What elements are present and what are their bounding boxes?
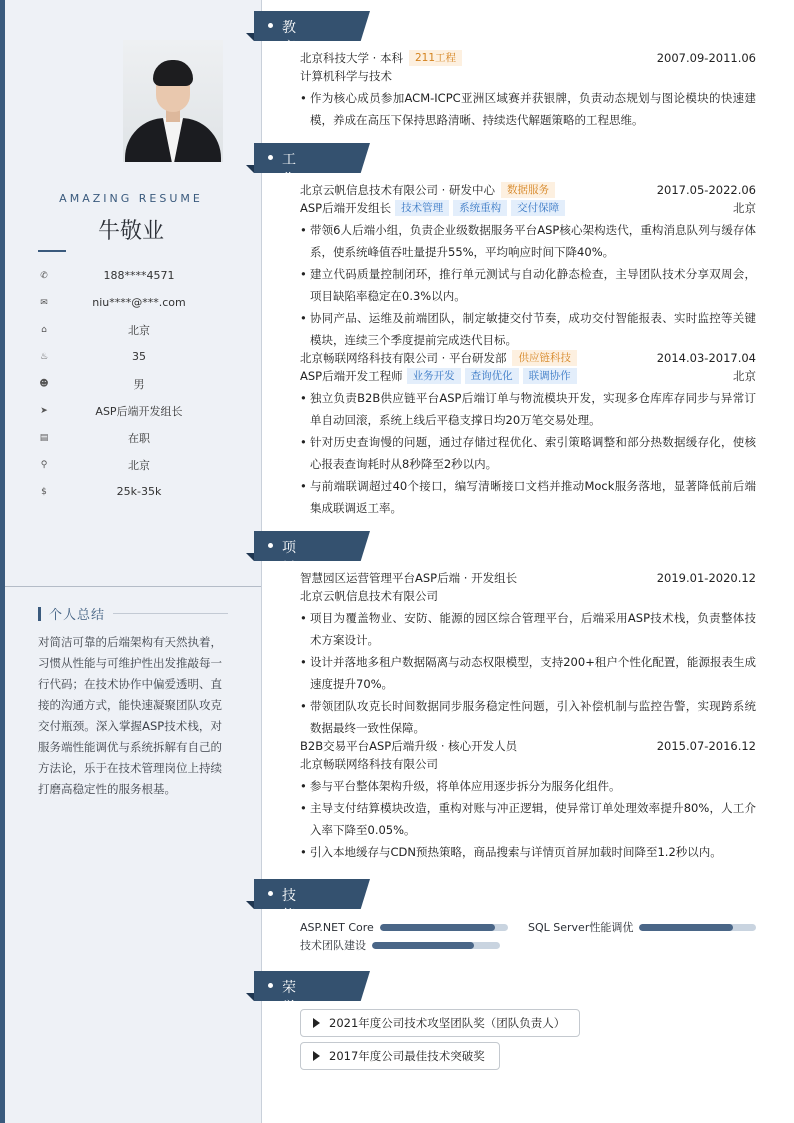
- project-date: 2019.01-2020.12: [656, 571, 756, 585]
- education-entry: [300, 49, 756, 131]
- work-date: 2017.05-2022.06: [656, 183, 756, 197]
- sidebar-edge: [0, 0, 5, 1123]
- skill-tag: 业务开发: [407, 368, 461, 384]
- profile-photo: [123, 40, 223, 162]
- work-city: 北京: [733, 201, 756, 215]
- info-row-position: ➤ ASP后端开发组长: [38, 397, 238, 424]
- contact-info: [38, 262, 238, 505]
- education-date: 2007.09-2011.06: [656, 51, 756, 65]
- job-title: ASP后端开发工程师: [300, 369, 403, 383]
- skill-tag: 系统重构: [453, 200, 507, 216]
- skill-tag: 联调协作: [523, 368, 577, 384]
- school-tag: 211工程: [409, 50, 462, 66]
- skill-tag: 查询优化: [465, 368, 519, 384]
- briefcase-icon: ▤: [39, 432, 49, 443]
- list-item: • 作为核心成员参加ACM-ICPC亚洲区域赛并获银牌，负责动态规划与图论模块的快速建模，养成在高压下保持思路清晰、持续迭代解题策略的工程思维。: [300, 87, 756, 131]
- list-item: • 主导支付结算模块改造，重构对账与冲正逻辑，使异常订单处理效率提升80%，人工介入率下降至0.05%。: [300, 797, 756, 841]
- project-date: 2015.07-2016.12: [656, 739, 756, 753]
- list-item: • 引入本地缓存与CDN预热策略，商品搜索与详情页首屏加载时间降至1.2秒以内。: [300, 841, 756, 863]
- list-item: • 独立负责B2B供应链平台ASP后端订单与物流模块开发，实现多仓库库存同步与异常订单自动回滚，系统上线后平稳支撑日均20万笔交易处理。: [300, 387, 756, 431]
- skill-tag: 技术管理: [395, 200, 449, 216]
- home-icon: ⌂: [41, 324, 47, 335]
- skill-bar: [639, 924, 756, 931]
- award-item: 2017年度公司最佳技术突破奖: [300, 1042, 500, 1070]
- project-title: 智慧园区运营管理平台ASP后端 · 开发组长: [300, 571, 518, 585]
- sidebar: [0, 0, 262, 1123]
- project-company: 北京畅联网络科技有限公司: [300, 757, 438, 771]
- skill-item: 技术团队建设: [300, 937, 528, 953]
- skill-item: SQL Server性能调优: [528, 919, 756, 935]
- project-entry: [300, 569, 756, 739]
- info-row-salary: $ 25k-35k: [38, 478, 238, 505]
- candidate-name: 牛敬业: [97, 219, 164, 244]
- work-date: 2014.03-2017.04: [656, 351, 756, 365]
- work-entry: [300, 349, 756, 519]
- name-underline: [38, 250, 66, 252]
- project-title: B2B交易平台ASP后端升级 · 核心开发人员: [300, 739, 518, 753]
- work-entry: [300, 181, 756, 351]
- company-name: 北京畅联网络科技有限公司 · 平台研发部: [300, 351, 507, 365]
- play-icon: [313, 1018, 320, 1028]
- skill-item: ASP.NET Core: [300, 921, 528, 934]
- skill-bar: [372, 942, 500, 949]
- info-row-location: ⚲ 北京: [38, 451, 238, 478]
- info-row-gender: ☻ 男: [39, 377, 145, 391]
- major: 计算机科学与技术: [300, 69, 392, 83]
- info-row-status: ▤ 在职: [39, 431, 150, 445]
- send-icon: ➤: [40, 405, 48, 416]
- info-row-residence: ⌂ 北京: [38, 316, 238, 343]
- project-company: 北京云帆信息技术有限公司: [300, 589, 438, 603]
- money-icon: $: [41, 486, 47, 497]
- main-content: 教育经历 北京科技大学 · 本科 211工程 2007.09-2011.06 计算机科学与技术 • 作为核心成员参加ACM-ICPC亚洲区域赛并获银牌，负责动态规划与图论模块的快速建模，养成在高压下保持思路清晰、持续迭代解题策略的工程思维。 工作经历 北京云帆信息技术有限公司 · 研发中心 数据服务 2017.05-2022.06 ASP后端开发组长 技术管理 系统重构 交付保障 北京 • 带领6人后端小组，负责企业级数据服务平台ASP核心架构迭代，重构消息队列与缓存体系，使系统峰值吞吐量提升55%，平均响应时间下降40%。 • 建立代码质量控制闭环，推行单元测试与自动化静态检查，主导团队技术分享双周会，项目缺陷率稳定在0.3%以内。 • 协同产品、运维及前端团队，制定敏捷交付节奏，成功交付智能报表、实时监控等关键模块，连续三个季度提前完成迭代目标。 北京畅联网络科技有限公司 · 平台研发部 供应链科技 2014.03-2017.04 ASP后端开发工程师 业务开发 查询优化 联调协作 北京 • 独立负责B2B供应链平台ASP后端订单与物流模块开发，实现多仓库库存同步与异常订单自动回滚，系统上线后平稳支撑日均20万笔交易处理。 • 针对历史查询慢的问题，通过存储过程优化、索引策略调整和部分热数据缓存化，使核心报表查询耗时从8秒降至2秒以内。 • 与前端联调超过40个接口，编写清晰接口文档并推动Mock服务落地，显著降低前后端集成联调返工率。 项目经历 智慧园区运营管理平台ASP后端 · 开发组长 2019.01-2020.12 北京云帆信息技术有限公司 • 项目为覆盖物业、安防、能源的园区综合管理平台，后端采用ASP技术栈，负责整体技术方案设计。 • 设计并落地多租户数据隔离与动态权限模型，支持200+租户个性化配置，能源报表生成速度提升70%。 • 带领团队攻克长时间数据同步服务稳定性问题，引入补偿机制与监控告警，实现跨系统数据最终一致性保障。 B2B交易平台ASP后端升级 · 核心开发人员 2015.07-2016.12 北京畅联网络科技有限公司 • 参与平台整体架构升级，将单体应用逐步拆分为服务化组件。 • 主导支付结算模块改造，重构对账与冲正逻辑，使异常订单处理效率提升80%，人工介入率下降至0.05%。 • 引入本地缓存与CDN预热策略，商品搜索与详情页首屏加载时间降至1.2秒以内。 技能专长 ASP.NET Core SQL Server性能调优 技术团队建设 荣誉奖项 2021年度公司技术攻坚团队奖（团队负责人） 2017年度公司最佳技术突破奖: [262, 0, 794, 1123]
- work-city: 北京: [733, 369, 756, 383]
- company-name: 北京云帆信息技术有限公司 · 研发中心: [300, 183, 495, 197]
- skill-bar: [380, 924, 508, 931]
- list-item: • 参与平台整体架构升级，将单体应用逐步拆分为服务化组件。: [300, 775, 756, 797]
- list-item: • 针对历史查询慢的问题，通过存储过程优化、索引策略调整和部分热数据缓存化，使核心报表查询耗时从8秒降至2秒以内。: [300, 431, 756, 475]
- summary-heading: 个人总结: [38, 604, 228, 623]
- cake-icon: ♨: [39, 351, 49, 362]
- person-icon: ☻: [39, 378, 49, 389]
- awards-list: [300, 1009, 580, 1075]
- school-name: 北京科技大学 · 本科: [300, 51, 403, 65]
- phone-icon: ✆: [40, 270, 48, 281]
- summary-text: 对简洁可靠的后端架构有天然执着，习惯从性能与可维护性出发推敲每一行代码；在技术协作中偏爱透明、直接的沟通方式，能快速凝聚团队攻克交付瓶颈。深入掌握ASP技术栈，对服务端性能调优与系统拆解有自己的方法论，乐于在技术管理岗位上持续打磨高稳定性的服务根基。: [38, 635, 222, 796]
- industry-tag: 数据服务: [501, 182, 555, 198]
- info-row-email: ✉ niu****@***.com: [38, 289, 238, 316]
- list-item: • 带领团队攻克长时间数据同步服务稳定性问题，引入补偿机制与监控告警，实现跨系统数据最终一致性保障。: [300, 695, 756, 739]
- play-icon: [313, 1051, 320, 1061]
- skill-tag: 交付保障: [511, 200, 565, 216]
- resume-tagline: AMAZING RESUME: [59, 192, 203, 205]
- industry-tag: 供应链科技: [512, 350, 577, 366]
- project-entry: [300, 737, 756, 863]
- location-icon: ⚲: [40, 459, 48, 470]
- list-item: • 协同产品、运维及前端团队，制定敏捷交付节奏，成功交付智能报表、实时监控等关键模块，连续三个季度提前完成迭代目标。: [300, 307, 756, 351]
- info-row-age: ♨ 35: [39, 350, 146, 363]
- list-item: • 项目为覆盖物业、安防、能源的园区综合管理平台，后端采用ASP技术栈，负责整体技术方案设计。: [300, 607, 756, 651]
- info-row-phone: ✆ 188****4571: [38, 262, 238, 289]
- award-item: 2021年度公司技术攻坚团队奖（团队负责人）: [300, 1009, 580, 1037]
- skills-list: [300, 918, 756, 954]
- mail-icon: ✉: [40, 297, 48, 308]
- list-item: • 与前端联调超过40个接口，编写清晰接口文档并推动Mock服务落地，显著降低前后端集成联调返工率。: [300, 475, 756, 519]
- list-item: • 设计并落地多租户数据隔离与动态权限模型，支持200+租户个性化配置，能源报表生成速度提升70%。: [300, 651, 756, 695]
- job-title: ASP后端开发组长: [300, 201, 392, 215]
- sidebar-divider: [5, 586, 261, 587]
- list-item: • 带领6人后端小组，负责企业级数据服务平台ASP核心架构迭代，重构消息队列与缓存体系，使系统峰值吞吐量提升55%，平均响应时间下降40%。: [300, 219, 756, 263]
- list-item: • 建立代码质量控制闭环，推行单元测试与自动化静态检查，主导团队技术分享双周会，项目缺陷率稳定在0.3%以内。: [300, 263, 756, 307]
